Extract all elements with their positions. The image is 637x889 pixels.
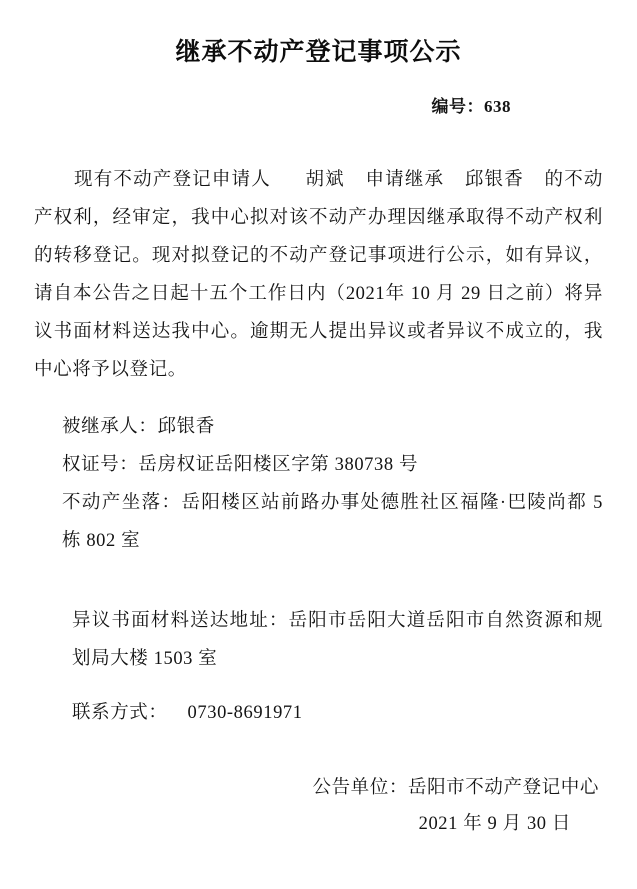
paragraph-part-3: 的不动产权利，经审定，我中心拟对该不动产办理因继承取得不动产权利的转移登记。现对拟登记的不动产登记事项进行公示，如有异议，请自本公告之日起十五个工作日内（2021年 10 月 29 日之前）将异议书面材料送达我中心。逾期无人提出异议或者异议不成立的，我中心将予以登记。 bbox=[34, 170, 603, 380]
field-certificate-number-label: 权证号： bbox=[62, 454, 139, 475]
paragraph-part-2: 申请继承 bbox=[364, 170, 445, 190]
objection-address bbox=[34, 602, 603, 678]
issuer bbox=[34, 770, 599, 806]
contact-info bbox=[34, 694, 603, 732]
body-block bbox=[34, 161, 603, 389]
document-number-value: 638 bbox=[484, 97, 511, 116]
page-title: 继承不动产登记事项公示 bbox=[175, 39, 462, 66]
main-paragraph bbox=[34, 161, 603, 389]
applicant-name: 胡斌 bbox=[304, 170, 345, 190]
field-property-location-value: 岳阳楼区站前路办事处德胜社区福隆·巴陵尚都 5 栋 802 室 bbox=[62, 492, 603, 551]
signature-date: 2021 年 9 月 30 日 bbox=[418, 813, 571, 834]
field-list bbox=[34, 408, 603, 560]
field-certificate-number bbox=[34, 446, 603, 484]
document-number-label: 编号： bbox=[431, 97, 484, 116]
paragraph-part-1: 现有不动产登记申请人 bbox=[74, 170, 271, 190]
decedent-name-inline: 邱银香 bbox=[464, 170, 524, 190]
issuer-label: 公告单位： bbox=[312, 777, 408, 798]
document-number bbox=[34, 92, 603, 117]
field-decedent-label: 被继承人： bbox=[62, 416, 158, 437]
contact-label: 联系方式： bbox=[72, 702, 168, 723]
objection-address-label: 异议书面材料送达地址： bbox=[72, 610, 289, 631]
objection-notice bbox=[34, 602, 603, 732]
contact-value: 0730-8691971 bbox=[187, 702, 303, 723]
document-page bbox=[0, 32, 637, 889]
field-decedent-value: 邱银香 bbox=[157, 416, 215, 437]
signature-block bbox=[34, 770, 603, 842]
field-decedent bbox=[34, 408, 603, 446]
field-property-location bbox=[34, 484, 603, 560]
field-certificate-number-value: 岳房权证岳阳楼区字第 380738 号 bbox=[138, 454, 419, 475]
field-property-location-label: 不动产坐落： bbox=[62, 492, 182, 513]
objection-address-value: 岳阳市岳阳大道岳阳市自然资源和规划局大楼 1503 室 bbox=[72, 610, 603, 669]
issuer-value: 岳阳市不动产登记中心 bbox=[407, 777, 599, 798]
